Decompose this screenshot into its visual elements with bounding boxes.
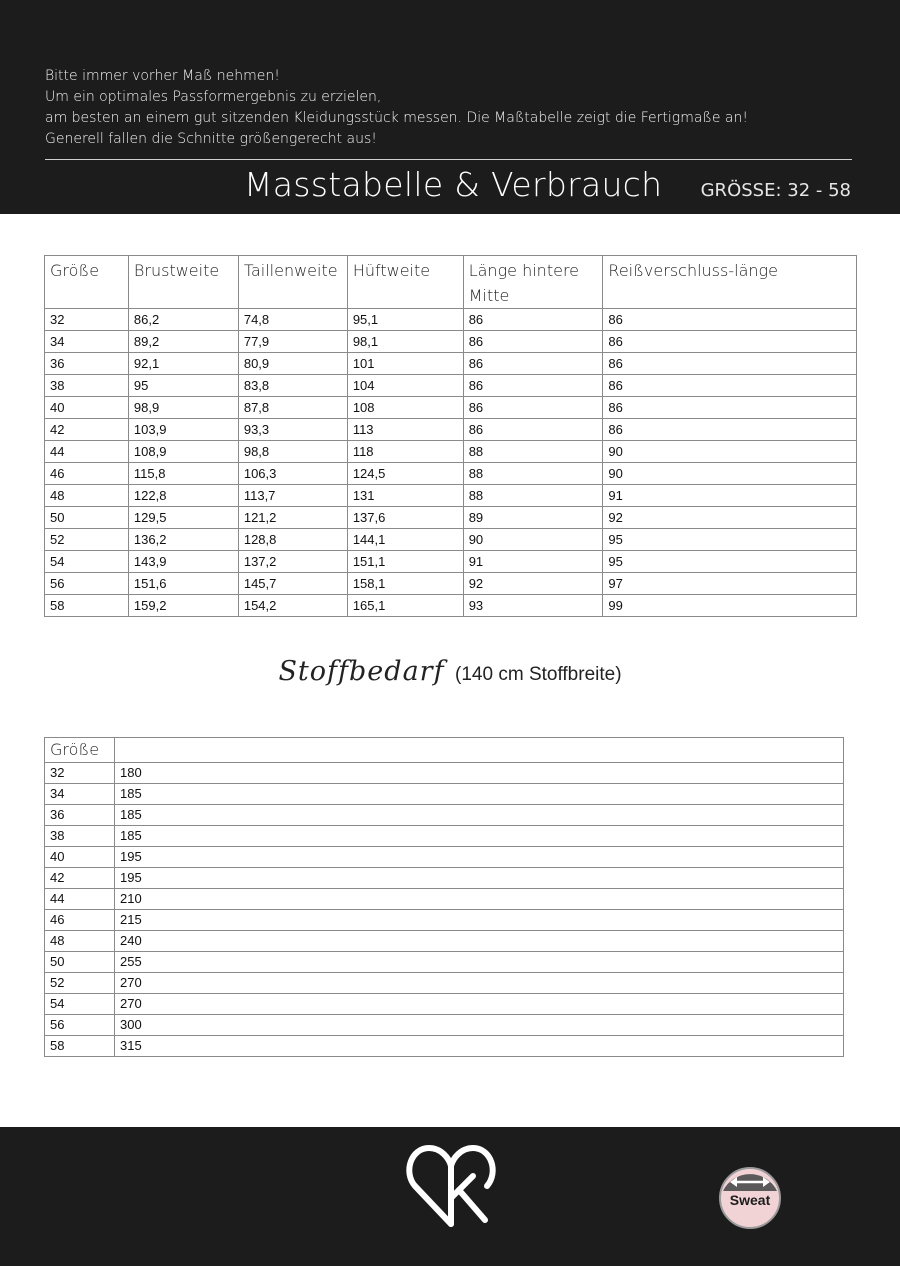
table-cell: 159,2 — [128, 595, 238, 617]
table-row — [45, 910, 844, 931]
table-cell: 165,1 — [347, 595, 463, 617]
table-row — [45, 309, 857, 331]
table-row — [45, 595, 857, 617]
table-cell: 151,6 — [128, 573, 238, 595]
table-row — [45, 1015, 844, 1036]
table-cell: 103,9 — [128, 419, 238, 441]
table-cell: 151,1 — [347, 551, 463, 573]
table-row — [45, 868, 844, 889]
table-cell: 113 — [347, 419, 463, 441]
table-cell: 86 — [603, 397, 857, 419]
table-cell: 38 — [45, 826, 115, 847]
table-cell: 154,2 — [238, 595, 347, 617]
table-cell: 144,1 — [347, 529, 463, 551]
table-cell: 58 — [45, 595, 129, 617]
table-row — [45, 573, 857, 595]
table-cell: 52 — [45, 973, 115, 994]
fabric-heading-script: Stoffbedarf — [278, 656, 445, 687]
size-range: GRÖSSE: 32 - 58 — [700, 180, 851, 201]
table-cell: 86 — [603, 309, 857, 331]
table-cell: 32 — [45, 309, 129, 331]
table-cell: 34 — [45, 784, 115, 805]
page-title: Masstabelle & Verbrauch — [244, 165, 663, 204]
table-cell: 48 — [45, 485, 129, 507]
table-cell: 86 — [463, 375, 603, 397]
table-row — [45, 784, 844, 805]
table-cell: 89 — [463, 507, 603, 529]
table-cell: 106,3 — [238, 463, 347, 485]
measurement-table — [44, 255, 857, 617]
table-row — [45, 529, 857, 551]
table-cell: 42 — [45, 868, 115, 889]
table-cell: 86 — [603, 375, 857, 397]
table-row — [45, 1036, 844, 1057]
table-cell: 40 — [45, 847, 115, 868]
table-cell: 46 — [45, 463, 129, 485]
table-cell: 77,9 — [238, 331, 347, 353]
badge-label: Sweat — [729, 1192, 771, 1208]
table-cell: 98,1 — [347, 331, 463, 353]
table-cell: 97 — [603, 573, 857, 595]
table-cell: 108,9 — [128, 441, 238, 463]
table-cell: 56 — [45, 573, 129, 595]
table-cell: 95 — [603, 551, 857, 573]
table-cell: 36 — [45, 353, 129, 375]
table-cell: 137,2 — [238, 551, 347, 573]
table-cell: 240 — [115, 931, 844, 952]
table-cell: 88 — [463, 485, 603, 507]
table-cell: 131 — [347, 485, 463, 507]
table-row — [45, 973, 844, 994]
table-row — [45, 331, 857, 353]
table-cell: 124,5 — [347, 463, 463, 485]
table-row — [45, 952, 844, 973]
table-cell: 104 — [347, 375, 463, 397]
table-cell: 86 — [463, 331, 603, 353]
table-cell: 42 — [45, 419, 129, 441]
table-cell: 118 — [347, 441, 463, 463]
table-cell: 86 — [463, 419, 603, 441]
table-cell: 158,1 — [347, 573, 463, 595]
table-cell: 108 — [347, 397, 463, 419]
table-cell: 90 — [603, 463, 857, 485]
table-cell: 86 — [603, 419, 857, 441]
table-row — [45, 353, 857, 375]
table-cell: 54 — [45, 994, 115, 1015]
table-cell: 44 — [45, 889, 115, 910]
table-row — [45, 507, 857, 529]
header-cell: Taillenweite — [238, 256, 347, 309]
table-cell: 92,1 — [128, 353, 238, 375]
table-cell: 300 — [115, 1015, 844, 1036]
fabric-table — [44, 737, 844, 1057]
table-row — [45, 485, 857, 507]
header-cell: Größe — [45, 738, 115, 763]
intro-line: am besten an einem gut sitzenden Kleidungsstück messen. Die Maßtabelle zeigt die Fertigmaße an! — [45, 110, 749, 126]
table-cell: 56 — [45, 1015, 115, 1036]
table-cell: 36 — [45, 805, 115, 826]
table-cell: 185 — [115, 784, 844, 805]
table-row — [45, 551, 857, 573]
table-cell: 185 — [115, 805, 844, 826]
table-cell: 145,7 — [238, 573, 347, 595]
table-cell: 54 — [45, 551, 129, 573]
table-cell: 86,2 — [128, 309, 238, 331]
table-cell: 44 — [45, 441, 129, 463]
table-row — [45, 441, 857, 463]
table-row — [45, 763, 844, 784]
table-cell: 185 — [115, 826, 844, 847]
table-cell: 40 — [45, 397, 129, 419]
table-cell: 210 — [115, 889, 844, 910]
table-row — [45, 994, 844, 1015]
table-cell: 315 — [115, 1036, 844, 1057]
table-cell: 92 — [463, 573, 603, 595]
table-cell: 87,8 — [238, 397, 347, 419]
table-row — [45, 931, 844, 952]
table-cell: 34 — [45, 331, 129, 353]
table-cell: 195 — [115, 868, 844, 889]
table-cell: 80,9 — [238, 353, 347, 375]
table-cell: 128,8 — [238, 529, 347, 551]
table-cell: 215 — [115, 910, 844, 931]
table-cell: 46 — [45, 910, 115, 931]
table-cell: 180 — [115, 763, 844, 784]
table-cell: 52 — [45, 529, 129, 551]
table-cell: 86 — [463, 397, 603, 419]
table-cell: 255 — [115, 952, 844, 973]
header-divider — [45, 159, 852, 160]
intro-line: Bitte immer vorher Maß nehmen! — [45, 68, 280, 84]
header-cell: Hüftweite — [347, 256, 463, 309]
table-cell: 113,7 — [238, 485, 347, 507]
table-cell: 99 — [603, 595, 857, 617]
intro-line: Um ein optimales Passformergebnis zu erzielen, — [45, 89, 382, 105]
intro-text — [45, 66, 865, 150]
table-cell: 115,8 — [128, 463, 238, 485]
table-cell: 137,6 — [347, 507, 463, 529]
table-cell: 88 — [463, 441, 603, 463]
table-cell: 270 — [115, 994, 844, 1015]
table-row — [45, 847, 844, 868]
table-cell: 86 — [603, 353, 857, 375]
table-cell: 91 — [603, 485, 857, 507]
table-cell: 90 — [603, 441, 857, 463]
table-cell: 89,2 — [128, 331, 238, 353]
table-cell: 122,8 — [128, 485, 238, 507]
table-cell: 74,8 — [238, 309, 347, 331]
table-cell: 129,5 — [128, 507, 238, 529]
table-row — [45, 375, 857, 397]
table-cell: 95 — [603, 529, 857, 551]
table-row — [45, 889, 844, 910]
header-cell — [115, 738, 844, 763]
table-cell: 86 — [463, 309, 603, 331]
table-cell: 48 — [45, 931, 115, 952]
header-cell: Brustweite — [128, 256, 238, 309]
table-cell: 32 — [45, 763, 115, 784]
table-cell: 83,8 — [238, 375, 347, 397]
table-cell: 136,2 — [128, 529, 238, 551]
table-cell: 101 — [347, 353, 463, 375]
table-row — [45, 397, 857, 419]
table-cell: 50 — [45, 952, 115, 973]
table-cell: 121,2 — [238, 507, 347, 529]
table-cell: 38 — [45, 375, 129, 397]
table-header-row — [45, 256, 857, 309]
table-cell: 98,9 — [128, 397, 238, 419]
table-cell: 90 — [463, 529, 603, 551]
table-cell: 93 — [463, 595, 603, 617]
header-cell: Reißverschluss-länge — [603, 256, 857, 309]
header-cell: Länge hintere Mitte — [463, 256, 603, 309]
table-row — [45, 826, 844, 847]
table-cell: 86 — [603, 331, 857, 353]
table-cell: 86 — [463, 353, 603, 375]
table-cell: 143,9 — [128, 551, 238, 573]
intro-line: Generell fallen die Schnitte größengerecht aus! — [45, 131, 377, 147]
table-row — [45, 463, 857, 485]
table-row — [45, 419, 857, 441]
table-cell: 93,3 — [238, 419, 347, 441]
table-cell: 195 — [115, 847, 844, 868]
table-cell: 270 — [115, 973, 844, 994]
table-cell: 50 — [45, 507, 129, 529]
table-row — [45, 805, 844, 826]
table-cell: 95 — [128, 375, 238, 397]
heart-k-logo — [405, 1140, 497, 1230]
table-cell: 92 — [603, 507, 857, 529]
header-cell: Größe — [45, 256, 129, 309]
table-cell: 91 — [463, 551, 603, 573]
fabric-heading — [0, 656, 900, 687]
table-header-row — [45, 738, 844, 763]
table-cell: 98,8 — [238, 441, 347, 463]
table-cell: 88 — [463, 463, 603, 485]
table-cell: 95,1 — [347, 309, 463, 331]
table-cell: 58 — [45, 1036, 115, 1057]
fabric-heading-note: (140 cm Stoffbreite) — [455, 664, 622, 685]
